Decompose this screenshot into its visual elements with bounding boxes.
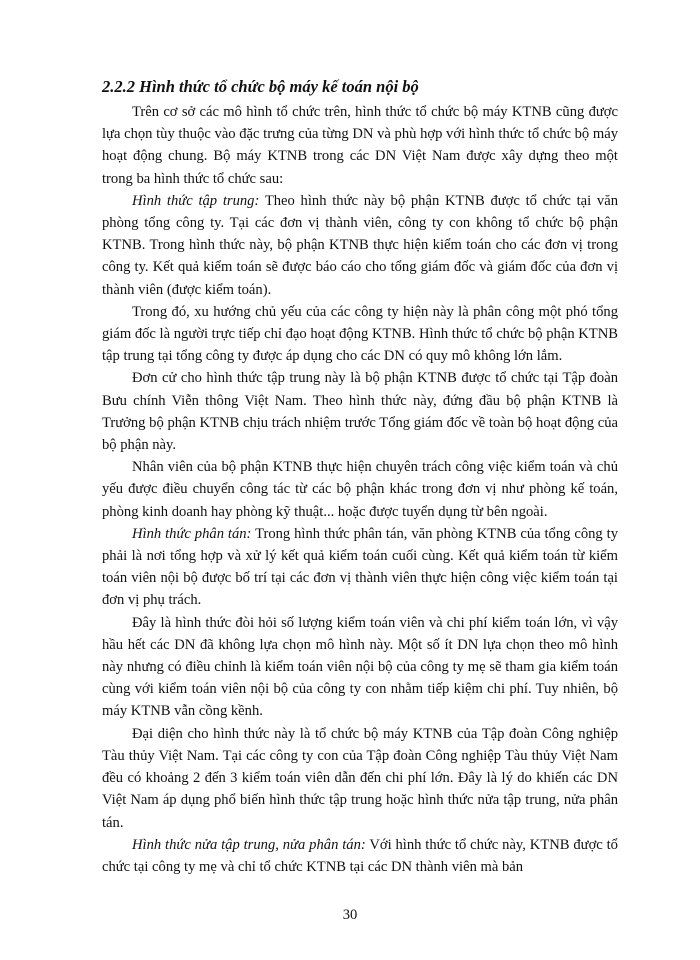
paragraph-4 [102,367,618,456]
paragraph-2 [102,190,618,301]
paragraph-2-text: Theo hình thức này bộ phận KTNB được tổ chức tại văn phòng tổng công ty. Tại các đơn vị thành viên, công ty con không tổ chức bộ phận KTNB. Trong hình thức này, bộ phận KTNB thực hiện kiểm toán cho các đơn vị trong công ty. Kết quả kiểm toán sẽ được báo cáo cho tổng giám đốc và giám đốc của đơn vị thành viên (được kiểm toán). [102,192,618,298]
paragraph-3-text: Trong đó, xu hướng chủ yếu của các công ty hiện này là phân công một phó tổng giám đốc là người trực tiếp chỉ đạo hoạt động KTNB. Hình thức tổ chức bộ phận KTNB tập trung tại tổng công ty được áp dụng cho các DN có quy mô không lớn lắm. [102,303,618,365]
paragraph-7-text: Đây là hình thức đòi hỏi số lượng kiểm toán viên và chi phí kiểm toán lớn, vì vậy hầu hết các DN đã không lựa chọn mô hình này. Một số ít DN lựa chọn theo mô hình này nhưng có điều chỉnh là kiểm toán viên nội bộ của công ty mẹ sẽ tham gia kiểm toán cùng với kiểm toán viên nội bộ của công ty con nhằm tiếp kiệm chi phí. Tuy nhiên, bộ máy KTNB vẫn cồng kềnh. [102,614,618,720]
paragraph-6 [102,523,618,612]
paragraph-9-lead: Hình thức nửa tập trung, nửa phân tán: [132,836,366,853]
paragraph-1 [102,101,618,190]
paragraph-6-lead: Hình thức phân tán: [132,525,252,542]
paragraph-1-text: Trên cơ sở các mô hình tổ chức trên, hình thức tổ chức bộ máy KTNB cũng được lựa chọn tùy thuộc vào đặc trưng của từng DN và phù hợp với hình thức tổ chức bộ máy hoạt động chung. Bộ máy KTNB trong các DN Việt Nam được xây dựng theo một trong ba hình thức tổ chức sau: [102,104,618,187]
paragraph-6-text: Trong hình thức phân tán, văn phòng KTNB của tổng công ty phải là nơi tổng hợp và xử lý kết quả kiểm toán cuối cùng. Kết quả kiểm toán từ kiểm toán viên nội bộ được bố trí tại các đơn vị thành viên thực hiện công việc kiểm toán tại đơn vị phụ trách. [102,525,618,609]
paragraph-9-text: Với hình thức tổ chức này, KTNB được tổ chức tại công ty mẹ và chỉ tổ chức KTNB tại các DN thành viên mà bản [102,836,618,875]
paragraph-8 [102,723,618,834]
page-number: 30 [342,907,358,923]
paragraph-9 [102,834,618,878]
paragraph-5-text: Nhân viên của bộ phận KTNB thực hiện chuyên trách công việc kiểm toán và chủ yếu được điều chuyển công tác từ các bộ phận khác trong đơn vị như phòng kế toán, phòng kinh doanh hay phòng kỹ thuật... hoặc được tuyển dụng từ bên ngoài. [102,459,618,520]
paragraph-8-text: Đại diện cho hình thức này là tổ chức bộ máy KTNB của Tập đoàn Công nghiệp Tàu thủy Việt Nam. Tại các công ty con của Tập đoàn Công nghiệp Tàu thủy Việt Nam đều có khoảng 2 đến 3 kiểm toán viên dẫn đến chi phí lớn. Đây là lý do khiến các DN Việt Nam áp dụng phổ biến hình thức tập trung hoặc hình thức nửa tập trung, nửa phân tán. [102,725,618,831]
section-heading: 2.2.2 Hình thức tổ chức bộ máy kế toán nội bộ [102,77,419,96]
paragraph-5 [102,456,618,523]
paragraph-3 [102,301,618,368]
page-content [102,76,618,878]
paragraph-4-text: Đơn cử cho hình thức tập trung này là bộ phận KTNB được tổ chức tại Tập đoàn Bưu chính Viễn thông Việt Nam. Theo hình thức này, đứng đầu bộ phận KTNB là Trưởng bộ phận KTNB chịu trách nhiệm trước Tổng giám đốc về toàn bộ hoạt động của bộ phận này. [102,370,618,454]
paragraph-7 [102,612,618,723]
paragraph-2-lead: Hình thức tập trung: [132,192,260,209]
